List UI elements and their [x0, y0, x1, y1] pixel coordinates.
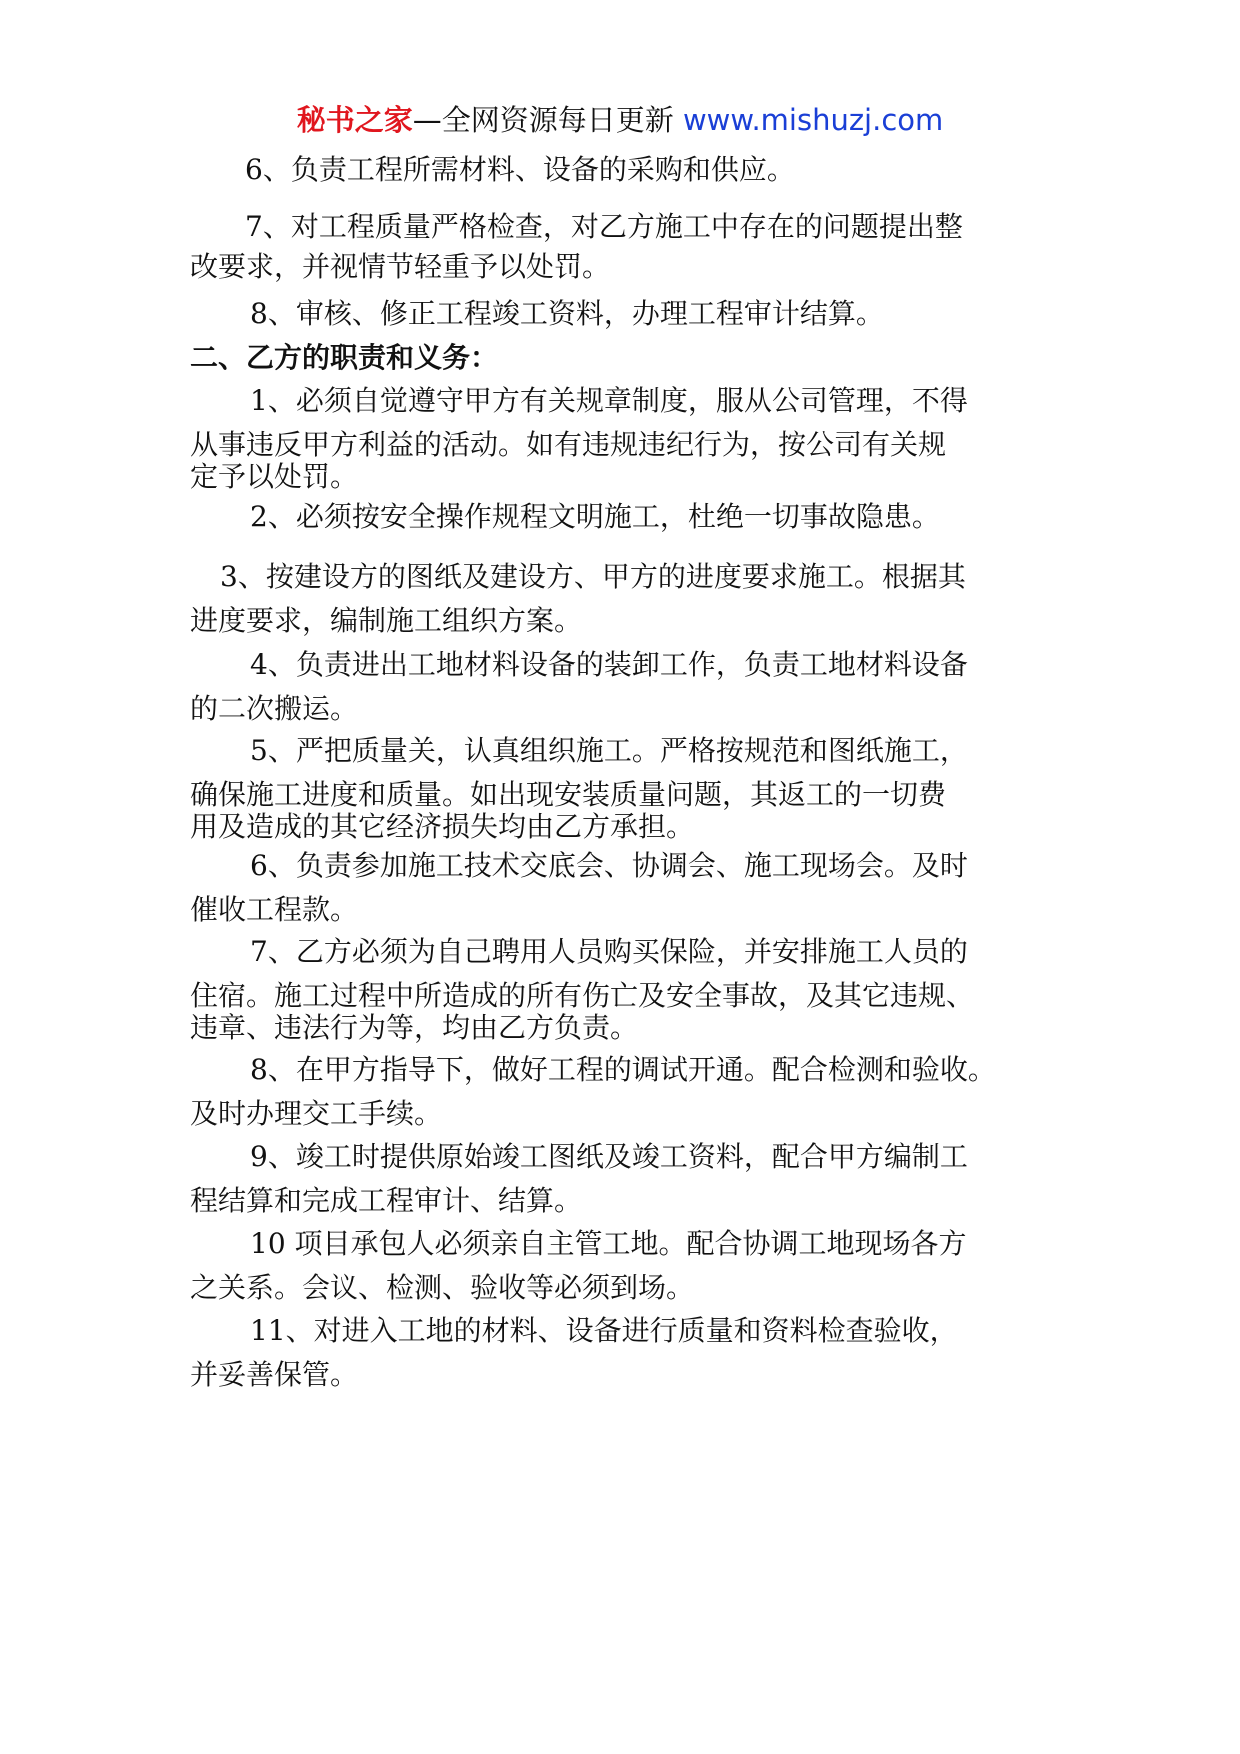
- paragraph-b1: [0, 381, 968, 497]
- text-line: 7、对工程质量严格检查，对乙方施工中存在的问题提出整: [245, 210, 963, 243]
- text-line: 2、必须按安全操作规程文明施工，杜绝一切事故隐患。: [250, 500, 940, 533]
- paragraph-b6: [0, 846, 968, 930]
- text-line: 催收工程款。: [190, 893, 359, 926]
- paragraph-b11: [0, 1311, 958, 1395]
- paragraph-b9: [0, 1137, 968, 1221]
- text-line: 程结算和完成工程审计、结算。: [190, 1184, 583, 1217]
- text-line: 1、必须自觉遵守甲方有关规章制度，服从公司管理，不得: [250, 384, 968, 417]
- paragraph-a7: [0, 207, 963, 287]
- text-line: 定予以处罚。: [190, 460, 359, 493]
- text-line: 9、竣工时提供原始竣工图纸及竣工资料，配合甲方编制工: [250, 1140, 968, 1173]
- text-line: 的二次搬运。: [190, 692, 359, 725]
- website-url: www.mishuzj.com: [682, 103, 944, 137]
- paragraph-b10: [0, 1224, 967, 1308]
- text-line: 确保施工进度和质量。如出现安装质量问题，其返工的一切费: [190, 778, 947, 811]
- text-line: 6、负责参加施工技术交底会、协调会、施工现场会。及时: [250, 849, 968, 882]
- text-line: 11、对进入工地的材料、设备进行质量和资料检查验收，: [250, 1314, 958, 1347]
- text-line: 进度要求，编制施工组织方案。: [190, 604, 583, 637]
- text-line: 住宿。施工过程中所造成的所有伤亡及安全事故，及其它违规、: [190, 979, 975, 1012]
- text-line: 4、负责进出工地材料设备的装卸工作，负责工地材料设备: [250, 648, 968, 681]
- text-line: 并妥善保管。: [190, 1358, 359, 1391]
- page-header: [0, 100, 1240, 140]
- text-line: 用及造成的其它经济损失均由乙方承担。: [190, 810, 695, 843]
- paragraph-b5: [0, 731, 968, 847]
- text-line: 7、乙方必须为自己聘用人员购买保险，并安排施工人员的: [250, 935, 968, 968]
- text-line: 8、在甲方指导下，做好工程的调试开通。配合检测和验收。: [250, 1053, 996, 1086]
- text-line: 违章、违法行为等，均由乙方负责。: [190, 1011, 639, 1044]
- paragraph-a8: [0, 294, 884, 334]
- text-line: 改要求，并视情节轻重予以处罚。: [190, 250, 611, 283]
- header-tagline: —全网资源每日更新: [412, 103, 674, 137]
- brand-name: 秘书之家: [296, 103, 413, 137]
- text-line: 6、负责工程所需材料、设备的采购和供应。: [245, 153, 795, 186]
- paragraph-b2: [0, 497, 940, 537]
- text-line: 及时办理交工手续。: [190, 1097, 443, 1130]
- paragraph-b4: [0, 645, 968, 729]
- paragraph-b8: [0, 1050, 996, 1134]
- paragraph-b7: [0, 932, 974, 1048]
- text-line: 5、严把质量关，认真组织施工。严格按规范和图纸施工，: [250, 734, 968, 767]
- text-line: 8、审核、修正工程竣工资料，办理工程审计结算。: [250, 297, 884, 330]
- paragraph-a6: [0, 150, 795, 190]
- text-line: 3、按建设方的图纸及建设方、甲方的进度要求施工。根据其: [220, 560, 966, 593]
- section-heading: [0, 338, 498, 378]
- text-line: 二、乙方的职责和义务：: [190, 341, 499, 374]
- text-line: 从事违反甲方利益的活动。如有违规违纪行为，按公司有关规: [190, 428, 947, 461]
- text-line: 之关系。会议、检测、验收等必须到场。: [190, 1271, 695, 1304]
- text-line: 10 项目承包人必须亲自主管工地。配合协调工地现场各方: [250, 1227, 967, 1260]
- paragraph-b3: [0, 557, 966, 641]
